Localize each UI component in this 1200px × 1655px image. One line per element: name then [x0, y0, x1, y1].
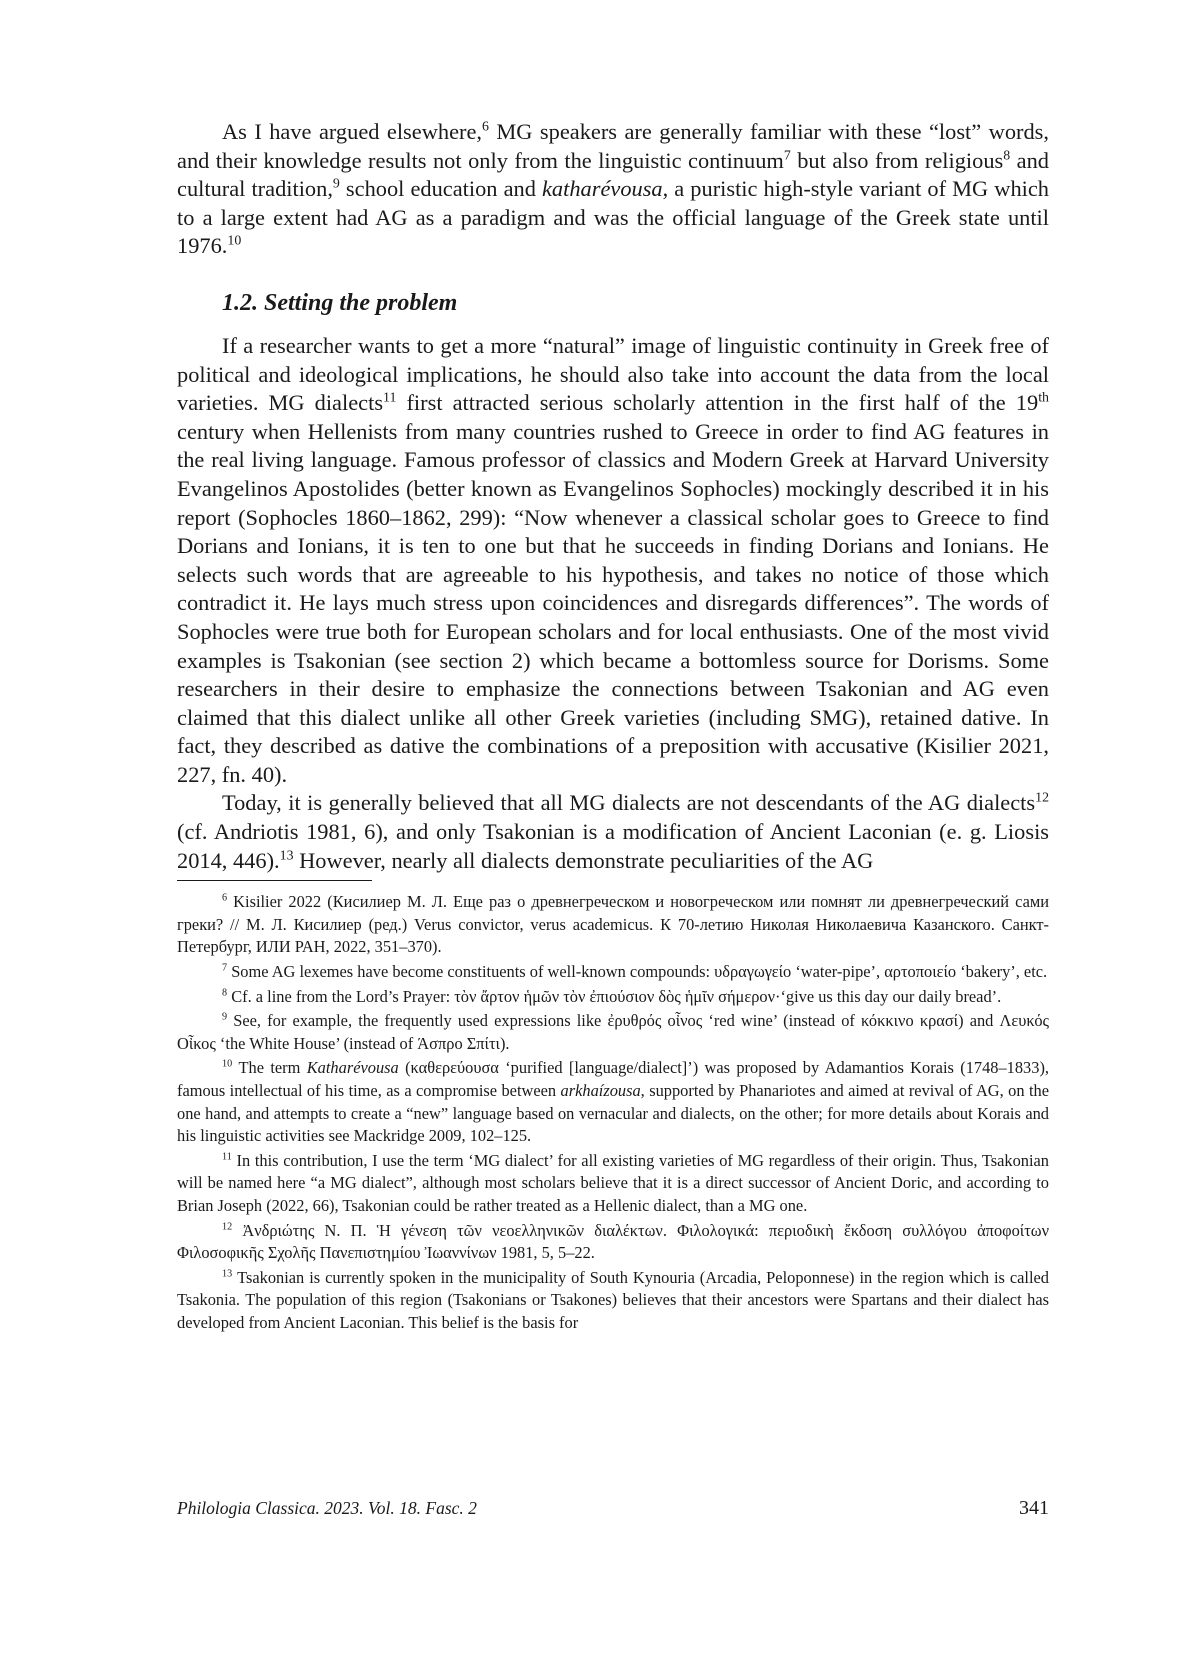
footnote-6: $^6$ Kisilier 2022 (Кисилиер М. Л. Еще раз о древнегреческом и новогреческом или помнят ли древнегреческий сами греки? // М. Л. Кисилиер (ред.) Verus convictor, verus academicus. К 70-летию Николая Николаевича Казанского. Санкт-Петербург, ИЛИ РАН, 2022, 351–370). — [177, 892, 1049, 957]
section-heading: 1.2. Setting the problem — [222, 289, 458, 316]
paragraph-1: As I have argued elsewhere,$^6$ MG speakers are generally familiar with these “lost” words, and their knowledge results not only from the linguistic continuum$^7$ but also from religious$^8$ and cultural tradition,$^9$ school education and katharévousa, a puristic high-style variant of MG which to a large extent had AG as a paradigm and was the official language of the Greek state until 1976.10 — [177, 119, 1049, 259]
footnote-ref-13[interactable]: 13 — [279, 848, 294, 864]
footnote-ref-11[interactable]: 11 — [383, 390, 397, 406]
ordinal-suffix: th — [1038, 390, 1049, 406]
footnote-ref-7[interactable]: 7 — [783, 148, 791, 164]
footnotes — [177, 891, 1049, 1334]
paragraph-3: Today, it is generally believed that all MG dialects are not descendants of the AG dialects$^{12}$ (cf. Andriotis 1981, 6), and only Tsakonian is a modification of Ancient Laconian (e. g. Liosis 2014, 446).$^{13}$ However, nearly all dialects demonstrate peculiarities of the AG — [177, 790, 1049, 873]
journal-citation: Philologia Classica. 2023. Vol. 18. Fasc. 2 — [177, 1498, 477, 1518]
page-number: 341 — [1019, 1497, 1049, 1519]
footnote-ref-6[interactable]: 6 — [482, 119, 489, 135]
main-text — [177, 118, 1049, 875]
page-footer — [177, 1496, 1049, 1520]
footnote-13: $^{13}$ Tsakonian is currently spoken in the municipality of South Kynouria (Arcadia, Peloponnese) in the region which is called Tsakonia. The population of this region (Tsakonians or Tsakones) believes that their ancestors were Spartans and their dialect has developed from Ancient Laconian. This belief is the basis for — [177, 1267, 1049, 1332]
footnote-8: $^8$ Cf. a line from the Lord’s Prayer: τὸν ἄρτον ἡμῶν τὸν ἐπιούσιον δὸς ἡμῖν σήμερον·‘give us this day our daily bread’. — [222, 986, 1002, 1006]
footnote-ref-10[interactable]: 10 — [227, 233, 242, 249]
paragraph-2: If a researcher wants to get a more “natural” image of linguistic continuity in Greek free of political and ideological implications, he should also take into account the data from the local varieties. MG dialects$^{11}$ first attracted serious scholarly attention in the first half of the 19th century when Hellenists from many countries rushed to Greece in order to find AG features in the real living language. Famous professor of classics and Modern Greek at Harvard University Evangelinos Apostolides (better known as Evangelinos Sophocles) mockingly described it in his report (Sophocles 1860–1862, 299): “Now whenever a classical scholar goes to Greece to find Dorians and Ionians, it is ten to one but that he succeeds in finding Dorians and Ionians. He selects such words that are agreeable to his hypothesis, and takes no notice of those which contradict it. He lays much stress upon coincidences and disregards differences”. The words of Sophocles were true both for European scholars and for local enthusiasts. One of the most vivid examples is Tsakonian (see section 2) which became a bottomless source for Dorisms. Some researchers in their desire to emphasize the connections between Tsakonian and AG even claimed that this dialect unlike all other Greek varieties (including SMG), retained dative. In fact, they described as dative the combinations of a preposition with accusative (Kisilier 2021, 227, fn. 40). — [177, 332, 1049, 787]
footnote-11: $^{11}$ In this contribution, I use the term ‘MG dialect’ for all existing varieties of MG regardless of their origin. Thus, Tsakonian will be named here “a MG dialect”, although most scholars believe that it is a direct successor of Ancient Doric, and according to Brian Joseph (2022, 66), Tsakonian could be rather treated as a Hellenic dialect, than a MG one. — [177, 1150, 1049, 1215]
page-content — [177, 118, 1049, 1335]
footnote-divider — [177, 880, 372, 881]
footnote-7: $^7$ Some AG lexemes have become constituents of well-known compounds: υδραγωγείο ‘water-pipe’, αρτοποιείο ‘bakery’, etc. — [222, 962, 1048, 982]
footnote-9: $^9$ See, for example, the frequently used expressions like ἐρυθρός οἶνος ‘red wine’ (instead of κόκκινο κρασί) and Λευκός Οἶκος ‘the White House’ (instead of Άσπρο Σπίτι). — [177, 1011, 1050, 1053]
footnote-ref-12[interactable]: 12 — [1035, 791, 1049, 806]
footnote-ref-8[interactable]: 8 — [1003, 148, 1011, 164]
footnote-ref-9[interactable]: 9 — [332, 176, 340, 192]
footnote-10: $^{10}$ The term Katharévousa (καθερεύουσα ‘purified [language/dialect]’) was proposed by Adamantios Korais (1748–1833), famous intellectual of his time, as a compromise between arkhaízousa, supported by Phanariotes and aimed at revival of AG, on the one hand, and attempts to create a “new” language based on vernacular and dialects, on the other; for more details about Korais and his linguistic activities see Mackridge 2009, 102–125. — [177, 1058, 1050, 1146]
footnote-12: $^{12}$ Ἀνδριώτης Ν. Π. Ἡ γένεση τῶν νεοελληνικῶν διαλέκτων. Φιλολογικά: περιοδικὴ ἔκδοση συλλόγου ἀποφοίτων Φιλοσοφικῆς Σχολῆς Πανεπιστημίου Ἰωαννίνων 1981, 5, 5–22. — [177, 1220, 1049, 1263]
